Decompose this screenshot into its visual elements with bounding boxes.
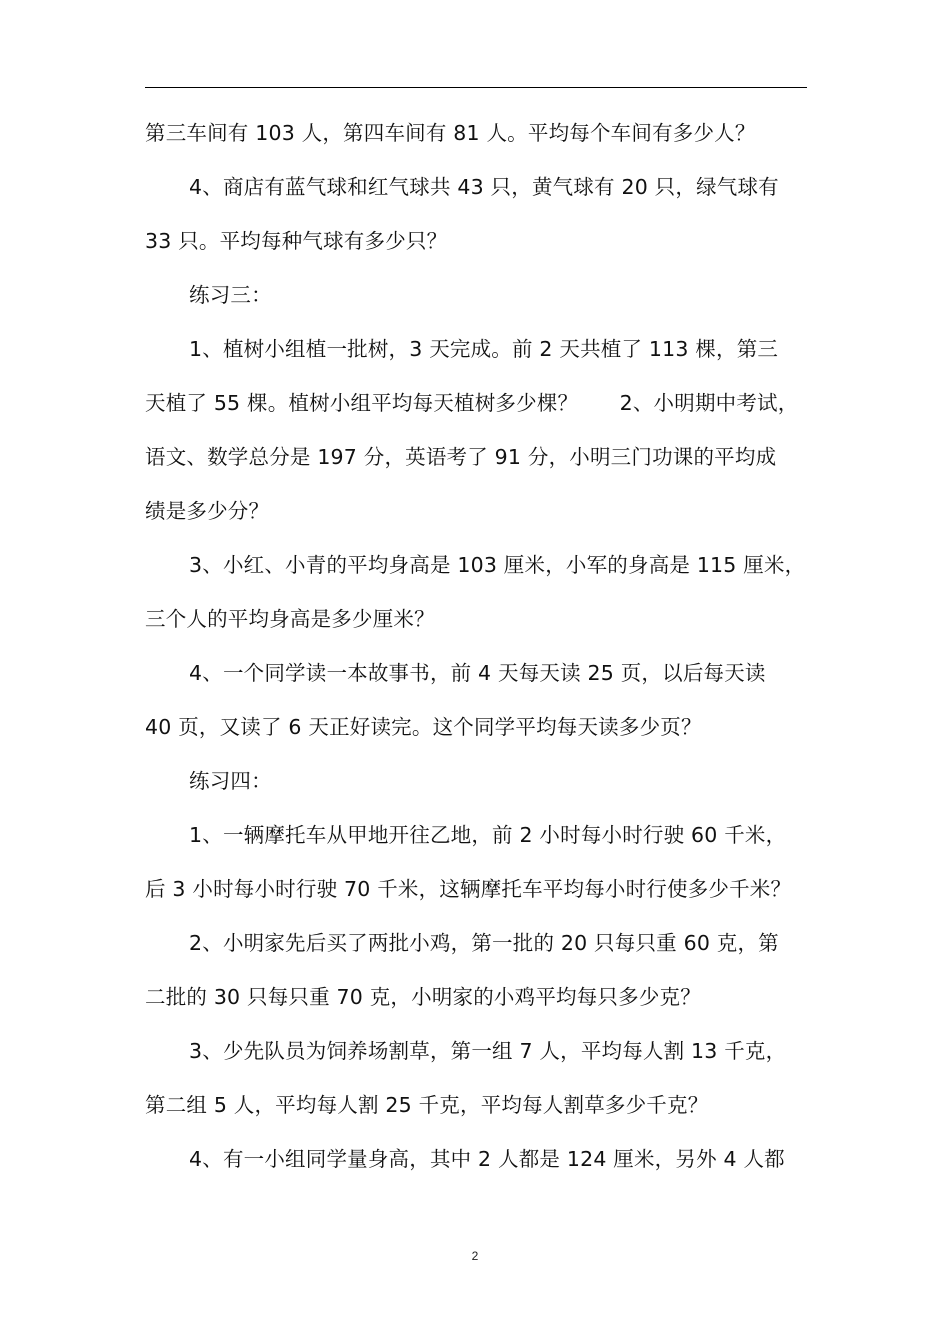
text-line: 天植了 55 棵。植树小组平均每天植树多少棵？ 2、小明期中考试， (145, 391, 799, 415)
text-line: 绩是多少分？ (145, 499, 270, 523)
text-line: 1、一辆摩托车从甲地开往乙地，前 2 小时每小时行驶 60 千米， (189, 823, 787, 847)
text-line: 后 3 小时每小时行驶 70 千米，这辆摩托车平均每小时行使多少千米？ (145, 877, 792, 901)
text-line: 4、一个同学读一本故事书，前 4 天每天读 25 页，以后每天读 (189, 661, 766, 685)
text-line: 2、小明家先后买了两批小鸡，第一批的 20 只每只重 60 克，第 (189, 931, 779, 955)
section-heading: 练习三： (189, 283, 272, 307)
text-line: 语文、数学总分是 197 分，英语考了 91 分，小明三门功课的平均成 (145, 445, 777, 469)
text-line: 4、有一小组同学量身高，其中 2 人都是 124 厘米，另外 4 人都 (189, 1147, 785, 1171)
text-line: 第三车间有 103 人，第四车间有 81 人。平均每个车间有多少人？ (145, 121, 756, 145)
text-line: 3、少先队员为饲养场割草，第一组 7 人，平均每人割 13 千克， (189, 1039, 787, 1063)
section-heading: 练习四： (189, 769, 272, 793)
text-line: 第二组 5 人，平均每人割 25 千克，平均每人割草多少千克？ (145, 1093, 709, 1117)
text-line: 40 页，又读了 6 天正好读完。这个同学平均每天读多少页？ (145, 715, 702, 739)
text-line: 4、商店有蓝气球和红气球共 43 只，黄气球有 20 只，绿气球有 (189, 175, 779, 199)
text-line: 1、植树小组植一批树，3 天完成。前 2 天共植了 113 棵，第三 (189, 337, 779, 361)
header-rule (145, 87, 807, 88)
text-line: 33 只。平均每种气球有多少只？ (145, 229, 448, 253)
text-line: 二批的 30 只每只重 70 克，小明家的小鸡平均每只多少克？ (145, 985, 701, 1009)
text-line: 三个人的平均身高是多少厘米？ (145, 607, 435, 631)
page-number: 2 (471, 1249, 479, 1263)
text-line: 3、小红、小青的平均身高是 103 厘米，小军的身高是 115 厘米， (189, 553, 806, 577)
